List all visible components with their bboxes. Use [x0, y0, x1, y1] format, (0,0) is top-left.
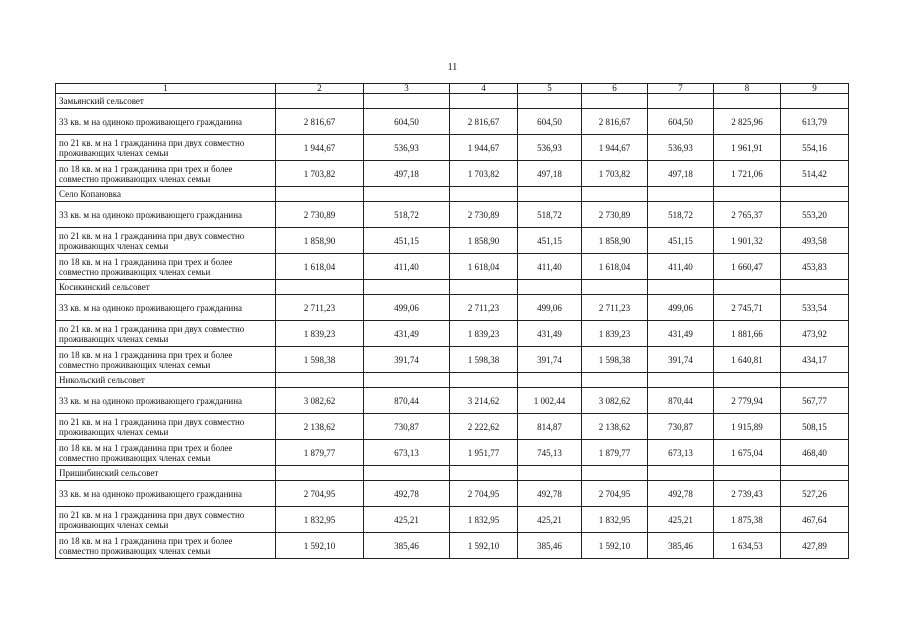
empty-cell: [364, 466, 450, 481]
value-cell: 508,15: [781, 414, 849, 440]
value-cell: 1 879,77: [276, 440, 364, 466]
value-cell: 2 745,71: [714, 295, 781, 321]
row-label: по 18 кв. м на 1 гражданина при трех и более совместно проживающих членах семьи: [56, 254, 276, 280]
value-cell: 2 730,89: [276, 202, 364, 228]
value-cell: 492,78: [648, 481, 714, 507]
section-title: Замьянский сельсовет: [56, 94, 276, 109]
empty-cell: [781, 373, 849, 388]
empty-cell: [364, 280, 450, 295]
empty-cell: [582, 280, 648, 295]
value-cell: 2 739,43: [714, 481, 781, 507]
row-label: по 21 кв. м на 1 гражданина при двух совместно проживающих членах семьи: [56, 321, 276, 347]
empty-cell: [276, 94, 364, 109]
row-label: по 18 кв. м на 1 гражданина при трех и более совместно проживающих членах семьи: [56, 161, 276, 187]
value-cell: 391,74: [648, 347, 714, 373]
empty-cell: [714, 373, 781, 388]
page-number: 11: [447, 62, 458, 73]
table-row: [56, 507, 849, 533]
empty-cell: [450, 280, 518, 295]
value-cell: 1 879,77: [582, 440, 648, 466]
value-cell: 527,26: [781, 481, 849, 507]
empty-cell: [450, 373, 518, 388]
value-cell: 2 730,89: [450, 202, 518, 228]
data-table: [55, 83, 849, 559]
row-label: 33 кв. м на одиноко проживающего граждaнина: [56, 388, 276, 414]
value-cell: 2 138,62: [582, 414, 648, 440]
empty-cell: [781, 187, 849, 202]
table-row: [56, 228, 849, 254]
value-cell: 1 703,82: [582, 161, 648, 187]
value-cell: 2 138,62: [276, 414, 364, 440]
empty-cell: [276, 280, 364, 295]
value-cell: 2 816,67: [276, 109, 364, 135]
table-row: [56, 414, 849, 440]
value-cell: 2 704,95: [450, 481, 518, 507]
value-cell: 2 730,89: [582, 202, 648, 228]
value-cell: 1 944,67: [450, 135, 518, 161]
value-cell: 425,21: [648, 507, 714, 533]
section-title: Никольский сельсовет: [56, 373, 276, 388]
row-label: 33 кв. м на одиноко проживающего граждaнина: [56, 109, 276, 135]
row-label: по 18 кв. м на 1 гражданина при трех и более совместно проживающих членах семьи: [56, 440, 276, 466]
value-cell: 1 944,67: [276, 135, 364, 161]
value-cell: 1 832,95: [276, 507, 364, 533]
section-title: Село Копановка: [56, 187, 276, 202]
value-cell: 385,46: [364, 533, 450, 559]
value-cell: 518,72: [648, 202, 714, 228]
empty-cell: [518, 187, 582, 202]
value-cell: 554,16: [781, 135, 849, 161]
table-row: [56, 321, 849, 347]
table-row: [56, 347, 849, 373]
empty-cell: [648, 187, 714, 202]
value-cell: 497,18: [518, 161, 582, 187]
value-cell: 1 832,95: [450, 507, 518, 533]
value-cell: 1 839,23: [450, 321, 518, 347]
value-cell: 870,44: [364, 388, 450, 414]
value-cell: 1 875,38: [714, 507, 781, 533]
value-cell: 2 711,23: [450, 295, 518, 321]
header-cell: 8: [714, 84, 781, 94]
empty-cell: [781, 466, 849, 481]
value-cell: 2 704,95: [276, 481, 364, 507]
value-cell: 2 711,23: [582, 295, 648, 321]
value-cell: 1 592,10: [276, 533, 364, 559]
empty-cell: [582, 373, 648, 388]
value-cell: 2 765,37: [714, 202, 781, 228]
value-cell: 1 598,38: [582, 347, 648, 373]
header-cell: 2: [276, 84, 364, 94]
table-row: [56, 254, 849, 280]
value-cell: 2 816,67: [582, 109, 648, 135]
value-cell: 467,64: [781, 507, 849, 533]
empty-cell: [364, 187, 450, 202]
value-cell: 1 721,06: [714, 161, 781, 187]
table-row: [56, 533, 849, 559]
value-cell: 567,77: [781, 388, 849, 414]
row-label: по 21 кв. м на 1 гражданина при двух совместно проживающих членах семьи: [56, 414, 276, 440]
value-cell: 427,89: [781, 533, 849, 559]
section-title: Пришибинский сельсовет: [56, 466, 276, 481]
empty-cell: [582, 466, 648, 481]
value-cell: 451,15: [648, 228, 714, 254]
empty-cell: [518, 94, 582, 109]
value-cell: 1 858,90: [276, 228, 364, 254]
value-cell: 1 618,04: [450, 254, 518, 280]
value-cell: 518,72: [364, 202, 450, 228]
value-cell: 814,87: [518, 414, 582, 440]
value-cell: 2 779,94: [714, 388, 781, 414]
value-cell: 2 704,95: [582, 481, 648, 507]
value-cell: 518,72: [518, 202, 582, 228]
value-cell: 1 640,81: [714, 347, 781, 373]
table-row: [56, 161, 849, 187]
value-cell: 493,58: [781, 228, 849, 254]
row-label: по 21 кв. м на 1 гражданина при двух совместно проживающих членах семьи: [56, 507, 276, 533]
row-label: 33 кв. м на одиноко проживающего граждaнина: [56, 295, 276, 321]
value-cell: 385,46: [648, 533, 714, 559]
empty-cell: [714, 280, 781, 295]
table-row: [56, 295, 849, 321]
value-cell: 1 660,47: [714, 254, 781, 280]
empty-cell: [781, 280, 849, 295]
value-cell: 536,93: [518, 135, 582, 161]
value-cell: 499,06: [648, 295, 714, 321]
value-cell: 1 915,89: [714, 414, 781, 440]
table-row: [56, 481, 849, 507]
value-cell: 1 951,77: [450, 440, 518, 466]
value-cell: 411,40: [518, 254, 582, 280]
value-cell: 3 214,62: [450, 388, 518, 414]
value-cell: 2 711,23: [276, 295, 364, 321]
value-cell: 673,13: [648, 440, 714, 466]
empty-cell: [450, 187, 518, 202]
value-cell: 730,87: [364, 414, 450, 440]
empty-cell: [714, 187, 781, 202]
value-cell: 745,13: [518, 440, 582, 466]
value-cell: 1 598,38: [450, 347, 518, 373]
value-cell: 613,79: [781, 109, 849, 135]
table-row: [56, 109, 849, 135]
table-row: [56, 202, 849, 228]
value-cell: 1 618,04: [276, 254, 364, 280]
empty-cell: [648, 94, 714, 109]
header-cell: 1: [56, 84, 276, 94]
value-cell: 451,15: [518, 228, 582, 254]
value-cell: 1 832,95: [582, 507, 648, 533]
value-cell: 499,06: [364, 295, 450, 321]
section-row: [56, 466, 849, 481]
value-cell: 604,50: [648, 109, 714, 135]
value-cell: 1 703,82: [276, 161, 364, 187]
value-cell: 1 881,66: [714, 321, 781, 347]
empty-cell: [648, 373, 714, 388]
section-row: [56, 373, 849, 388]
header-cell: 5: [518, 84, 582, 94]
header-cell: 7: [648, 84, 714, 94]
section-row: [56, 187, 849, 202]
value-cell: 604,50: [364, 109, 450, 135]
value-cell: 2 816,67: [450, 109, 518, 135]
value-cell: 499,06: [518, 295, 582, 321]
empty-cell: [714, 94, 781, 109]
header-cell: 3: [364, 84, 450, 94]
section-title: Косикинский сельсовет: [56, 280, 276, 295]
empty-cell: [518, 373, 582, 388]
value-cell: 870,44: [648, 388, 714, 414]
value-cell: 468,40: [781, 440, 849, 466]
header-cell: 6: [582, 84, 648, 94]
header-cell: 4: [450, 84, 518, 94]
header-cell: 9: [781, 84, 849, 94]
value-cell: 604,50: [518, 109, 582, 135]
empty-cell: [781, 94, 849, 109]
value-cell: 1 618,04: [582, 254, 648, 280]
value-cell: 533,54: [781, 295, 849, 321]
value-cell: 411,40: [648, 254, 714, 280]
value-cell: 673,13: [364, 440, 450, 466]
table-body: [56, 84, 849, 559]
table-row: [56, 135, 849, 161]
value-cell: 385,46: [518, 533, 582, 559]
value-cell: 1 634,53: [714, 533, 781, 559]
value-cell: 1 592,10: [450, 533, 518, 559]
value-cell: 425,21: [364, 507, 450, 533]
table-row: [56, 388, 849, 414]
empty-cell: [450, 94, 518, 109]
value-cell: 2 222,62: [450, 414, 518, 440]
value-cell: 536,93: [648, 135, 714, 161]
empty-cell: [276, 187, 364, 202]
value-cell: 1 703,82: [450, 161, 518, 187]
value-cell: 1 961,91: [714, 135, 781, 161]
value-cell: 3 082,62: [276, 388, 364, 414]
value-cell: 431,49: [518, 321, 582, 347]
value-cell: 3 082,62: [582, 388, 648, 414]
empty-cell: [450, 466, 518, 481]
value-cell: 1 858,90: [582, 228, 648, 254]
value-cell: 431,49: [648, 321, 714, 347]
empty-cell: [582, 94, 648, 109]
value-cell: 431,49: [364, 321, 450, 347]
row-label: по 18 кв. м на 1 гражданина при трех и более совместно проживающих членах семьи: [56, 347, 276, 373]
section-row: [56, 280, 849, 295]
empty-cell: [648, 466, 714, 481]
value-cell: 451,15: [364, 228, 450, 254]
value-cell: 1 839,23: [276, 321, 364, 347]
value-cell: 492,78: [364, 481, 450, 507]
value-cell: 453,83: [781, 254, 849, 280]
section-row: [56, 94, 849, 109]
row-label: по 21 кв. м на 1 гражданина при двух совместно проживающих членах семьи: [56, 228, 276, 254]
header-row: [56, 84, 849, 94]
value-cell: 1 839,23: [582, 321, 648, 347]
value-cell: 492,78: [518, 481, 582, 507]
value-cell: 473,92: [781, 321, 849, 347]
empty-cell: [648, 280, 714, 295]
value-cell: 2 825,96: [714, 109, 781, 135]
value-cell: 425,21: [518, 507, 582, 533]
empty-cell: [364, 373, 450, 388]
value-cell: 497,18: [648, 161, 714, 187]
row-label: по 21 кв. м на 1 гражданина при двух совместно проживающих членах семьи: [56, 135, 276, 161]
value-cell: 1 901,32: [714, 228, 781, 254]
value-cell: 391,74: [518, 347, 582, 373]
empty-cell: [518, 466, 582, 481]
empty-cell: [364, 94, 450, 109]
value-cell: 391,74: [364, 347, 450, 373]
empty-cell: [518, 280, 582, 295]
empty-cell: [582, 187, 648, 202]
empty-cell: [714, 466, 781, 481]
value-cell: 553,20: [781, 202, 849, 228]
table-row: [56, 440, 849, 466]
value-cell: 497,18: [364, 161, 450, 187]
value-cell: 1 675,04: [714, 440, 781, 466]
value-cell: 1 592,10: [582, 533, 648, 559]
row-label: 33 кв. м на одиноко проживающего граждaнина: [56, 202, 276, 228]
value-cell: 434,17: [781, 347, 849, 373]
value-cell: 1 944,67: [582, 135, 648, 161]
value-cell: 1 598,38: [276, 347, 364, 373]
row-label: 33 кв. м на одиноко проживающего граждaнина: [56, 481, 276, 507]
value-cell: 1 002,44: [518, 388, 582, 414]
row-label: по 18 кв. м на 1 гражданина при трех и более совместно проживающих членах семьи: [56, 533, 276, 559]
value-cell: 536,93: [364, 135, 450, 161]
value-cell: 411,40: [364, 254, 450, 280]
value-cell: 514,42: [781, 161, 849, 187]
empty-cell: [276, 466, 364, 481]
value-cell: 1 858,90: [450, 228, 518, 254]
empty-cell: [276, 373, 364, 388]
value-cell: 730,87: [648, 414, 714, 440]
